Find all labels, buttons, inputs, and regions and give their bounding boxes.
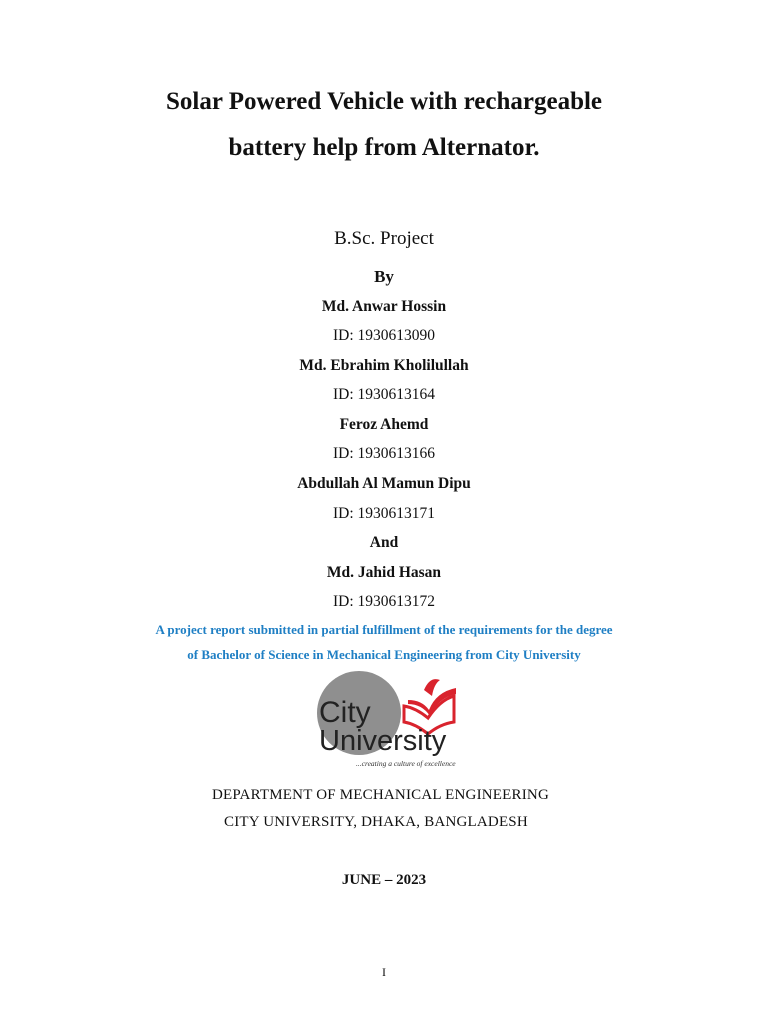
author-name: Feroz Ahemd [339,416,429,433]
submission-statement-line-1: A project report submitted in partial fulfillment of the requirements for the degree [155,622,613,637]
logo-tagline: ...creating a culture of excellence [356,759,456,768]
department-name: DEPARTMENT OF MECHANICAL ENGINEERING [212,787,549,803]
logo-flame-icon [424,679,440,696]
logo-word-city: City [319,696,371,729]
city-university-logo [312,670,462,775]
author-name: Md. Jahid Hasan [326,564,442,581]
title-line-1: Solar Powered Vehicle with rechargeable [165,88,603,115]
logo-word-university: University [319,725,447,757]
submission-date: JUNE – 2023 [341,872,427,888]
author-name: Md. Anwar Hossin [321,298,447,315]
author-id: ID: 1930613171 [332,505,436,522]
author-name: Md. Ebrahim Kholilullah [299,357,469,374]
title-line-2: battery help from Alternator. [228,134,540,161]
author-id: ID: 1930613164 [332,386,436,403]
author-id: ID: 1930613090 [332,327,436,344]
author-id: ID: 1930613172 [332,593,436,610]
by-label: By [374,267,394,286]
submission-statement-line-2: of Bachelor of Science in Mechanical Engineering from City University [187,647,581,662]
university-address: CITY UNIVERSITY, DHAKA, BANGLADESH [224,814,528,830]
author-name: Abdullah Al Mamun Dipu [297,475,471,492]
and-label: And [369,534,399,551]
project-type: B.Sc. Project [334,228,434,249]
author-id: ID: 1930613166 [332,445,436,462]
page-number: I [382,965,386,979]
